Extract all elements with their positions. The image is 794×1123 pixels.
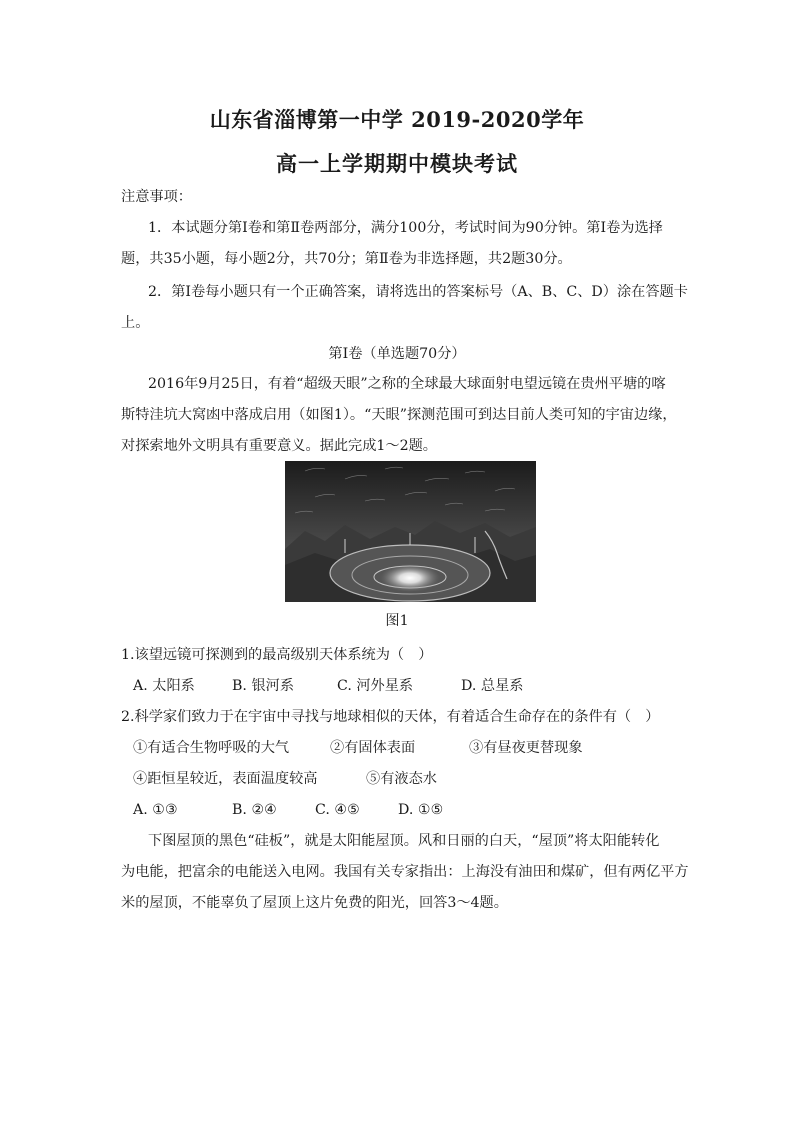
passage-2-line-3: 米的屋顶，不能辜负了屋顶上这片免费的阳光，回答3～4题。 bbox=[121, 895, 508, 911]
passage-2-line-2: 为电能，把富余的电能送入电网。我国有关专家指出：上海没有油田和煤矿，但有两亿平方 bbox=[121, 864, 689, 880]
exam-subtitle: 高一上学期期中模块考试 bbox=[276, 151, 518, 176]
notice-item-1-line-1: 1．本试题分第Ⅰ卷和第Ⅱ卷两部分，满分100分，考试时间为90分钟。第Ⅰ卷为选择 bbox=[148, 220, 663, 236]
telescope-night-image bbox=[285, 461, 536, 602]
notice-item-2-line-1: 2．第Ⅰ卷每小题只有一个正确答案，请将选出的答案标号（A、B、C、D）涂在答题卡 bbox=[148, 284, 688, 300]
question-1-stem: 1.该望远镜可探测到的最高级别天体系统为（ ） bbox=[121, 647, 433, 663]
passage-1-line-3: 对探索地外文明具有重要意义。据此完成1～2题。 bbox=[121, 438, 437, 454]
question-1-option-b: B. 银河系 bbox=[232, 678, 295, 694]
passage-2-line-1: 下图屋顶的黑色“硅板”，就是太阳能屋顶。风和日丽的白天，“屋顶”将太阳能转化 bbox=[148, 833, 660, 849]
question-2-condition-2: ②有固体表面 bbox=[330, 740, 416, 756]
fast-telescope-photo bbox=[285, 461, 536, 602]
notice-item-1-line-2: 题，共35小题，每小题2分，共70分；第Ⅱ卷为非选择题，共2题30分。 bbox=[121, 251, 572, 267]
question-2-condition-5: ⑤有液态水 bbox=[366, 771, 437, 787]
notice-heading: 注意事项： bbox=[121, 189, 192, 205]
question-2-option-b: B. ②④ bbox=[232, 802, 277, 818]
passage-1-line-1: 2016年9月25日，有着“超级天眼”之称的全球最大球面射电望远镜在贵州平塘的喀 bbox=[148, 376, 666, 392]
question-2-condition-3: ③有昼夜更替现象 bbox=[469, 740, 583, 756]
question-2-condition-1: ①有适合生物呼吸的大气 bbox=[133, 740, 290, 756]
figure-caption: 图1 bbox=[385, 613, 409, 629]
question-2-condition-4: ④距恒星较近，表面温度较高 bbox=[133, 771, 318, 787]
exam-title: 山东省淄博第一中学 2019-2020学年 bbox=[209, 107, 585, 132]
question-1-option-c: C. 河外星系 bbox=[337, 678, 414, 694]
question-2-option-c: C. ④⑤ bbox=[315, 802, 360, 818]
notice-item-2-line-2: 上。 bbox=[121, 315, 150, 331]
question-1-option-d: D. 总星系 bbox=[461, 678, 524, 694]
question-1-option-a: A. 太阳系 bbox=[133, 678, 195, 694]
question-2-stem: 2.科学家们致力于在宇宙中寻找与地球相似的天体，有着适合生命存在的条件有（ ） bbox=[121, 709, 660, 725]
section-title: 第Ⅰ卷（单选题70分） bbox=[328, 346, 466, 362]
passage-1-line-2: 斯特洼坑大窝凼中落成启用（如图1）。“天眼”探测范围可到达目前人类可知的宇宙边缘， bbox=[121, 407, 677, 423]
question-2-option-a: A. ①③ bbox=[133, 802, 178, 818]
question-2-option-d: D. ①⑤ bbox=[398, 802, 444, 818]
